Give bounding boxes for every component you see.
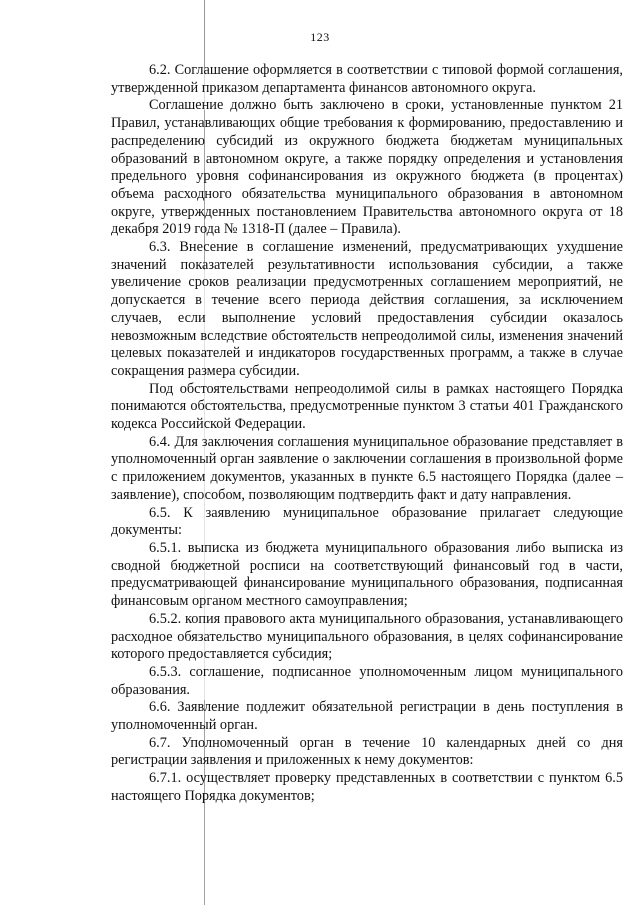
paragraph: 6.5. К заявлению муниципальное образование прилагает следующие документы:: [111, 504, 623, 539]
paragraph: 6.7.1. осуществляет проверку представленных в соответствии с пунктом 6.5 настоящего Порядка документов;: [111, 770, 623, 804]
paragraph: 6.4. Для заключения соглашения муниципальное образование представляет в уполномоченный орган заявление о заключении соглашения в произвольной форме с приложением документов, указанных в пункте 6.5 настоящего Порядка (далее – заявление), способом, позволяющим подтвердить факт и дату направления.: [111, 433, 623, 503]
paragraph: 6.6. Заявление подлежит обязательной регистрации в день поступления в уполномоченный орган.: [111, 699, 623, 734]
paragraph: 6.5.2. копия правового акта муниципального образования, устанавливающего расходное обязательство муниципального образования, в целях софинансирование которого предоставляется субсидия;: [111, 610, 623, 663]
document-body: [111, 62, 623, 806]
paragraph: 6.2. Соглашение оформляется в соответствии с типовой формой соглашения, утвержденной приказом департамента финансов автономного округа.: [111, 62, 623, 96]
paragraph: 6.7. Уполномоченный орган в течение 10 календарных дней со дня регистрации заявления и приложенных к нему документов:: [111, 734, 623, 769]
paragraph: Соглашение должно быть заключено в сроки, установленные пунктом 21 Правил, устанавливающих общие требования к формированию, предоставлению и распределению субсидий из окружного бюджета бюджетам муниципальных образований в автономном округе, а также порядку определения и установления предельного уровня софинансирования из окружного бюджета (в процентах) объема расходного обязательства муниципального образования в автономном округе, утвержденных постановлением Правительства автономного округа от 18 декабря 2019 года № 1318-П (далее – Правила).: [111, 97, 623, 238]
paragraph: 6.5.3. соглашение, подписанное уполномоченным лицом муниципального образования.: [111, 663, 623, 698]
paragraph: Под обстоятельствами непреодолимой силы в рамках настоящего Порядка понимаются обстоятельства, предусмотренные пунктом 3 статьи 401 Гражданского кодекса Российской Федерации.: [111, 380, 623, 433]
page-number: 123: [310, 30, 330, 44]
paragraph: 6.3. Внесение в соглашение изменений, предусматривающих ухудшение значений показателей результативности использования субсидии, а также увеличение сроков реализации предусмотренных соглашением мероприятий, не допускается в течение всего периода действия соглашения, за исключением случаев, если выполнение условий предоставления субсидии оказалось невозможным вследствие обстоятельств непреодолимой силы, изменения значений целевых показателей и индикаторов государственных программ, а также в случае сокращения размера субсидии.: [111, 239, 623, 379]
paragraph: 6.5.1. выписка из бюджета муниципального образования либо выписка из сводной бюджетной росписи на соответствующий финансовый год в части, предусматривающей финансирование муниципального образования, подписанная финансовым органом местного самоуправления;: [111, 539, 623, 610]
